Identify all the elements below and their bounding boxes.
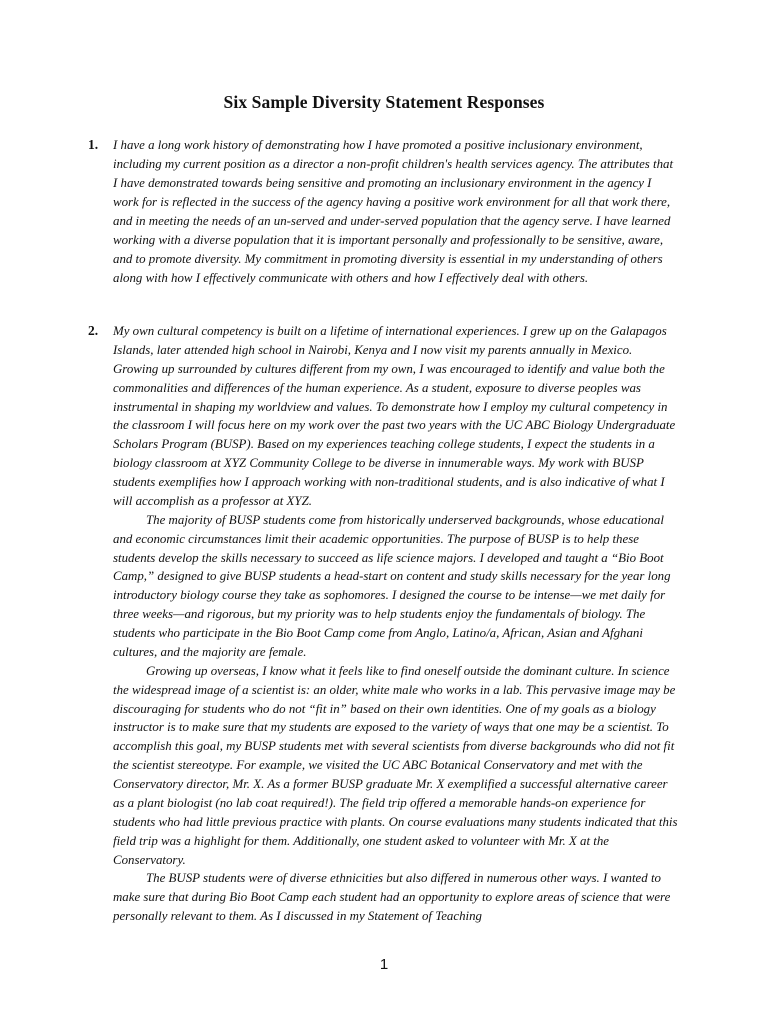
page-number: 1	[379, 956, 389, 973]
response-number: 2.	[88, 323, 99, 338]
response-paragraph: Growing up overseas, I know what it feels like to find oneself outside the dominant culture. In science the widespread image of a scientist is: an older, white male who works in a lab. This pervasive image may be discouraging for students who do not “fit in” based on their own identities. One of my goals as a biology instructor is to make sure that my students are exposed to the variety of ways that one may be a scientist. To accomplish this goal, my BUSP students met with several scientists from diverse backgrounds who did not fit the scientist stereotype. For example, we visited the UC ABC Botanical Conservatory and met with the Conservatory director, Mr. X. As a former BUSP graduate Mr. X exemplified a successful alternative career as a plant biologist (no lab coat required!). The field trip offered a memorable hands-on experience for students who had little previous practice with plants. On course evaluations many students indicated that this field trip was a highlight for them. Additionally, one student asked to volunteer with Mr. X at the Conservatory.	[113, 663, 678, 867]
response-paragraph: The majority of BUSP students come from historically underserved backgrounds, whose educational and economic circumstances limit their academic opportunities. The purpose of BUSP is to help these students develop the skills necessary to succeed as life science majors. I developed and taught a “Bio Boot Camp,” designed to give BUSP students a head-start on content and study skills necessary for the year long introductory biology course they take as sophomores. I designed the course to be intense—we met daily for three weeks—and rigorous, but my priority was to help students enjoy the fundamentals of biology. The students who participate in the Bio Boot Camp come from Anglo, Latino/a, African, Asian and Afghani cultures, and the majority are female.	[113, 512, 671, 659]
response-paragraph: The BUSP students were of diverse ethnicities but also differed in numerous other ways. I wanted to make sure that during Bio Boot Camp each student had an opportunity to explore areas of science that were personally relevant to them. As I discussed in my Statement of Teaching	[113, 871, 671, 924]
page-title: Six Sample Diversity Statement Responses	[223, 92, 545, 112]
response-paragraph: I have a long work history of demonstrating how I have promoted a positive inclusionary environment, including my current position as a director a non-profit children's health services agency. The attributes that I have demonstrated towards being sensitive and promoting an inclusionary environment in the agency I work for is reflected in the success of the agency having a positive work environment for all that work there, and in meeting the needs of an un-served and under-served population that the agency serve. I have learned working with a diverse population that it is important personally and professionally to be sensitive, aware, and to promote diversity. My commitment in promoting diversity is essential in my understanding of others along with how I effectively communicate with others and how I effectively deal with others.	[113, 138, 674, 285]
response-number: 1.	[88, 137, 99, 152]
response-paragraph: My own cultural competency is built on a lifetime of international experiences. I grew up on the Galapagos Islands, later attended high school in Nairobi, Kenya and I now visit my parents annually in Mexico. Growing up surrounded by cultures different from my own, I was encouraged to identify and value both the commonalities and differences of the human experience. As a student, exposure to diverse peoples was instrumental in shaping my worldview and values. To demonstrate how I employ my cultural competency in the classroom I will focus here on my work over the past two years with the UC ABC Biology Undergraduate Scholars Program (BUSP). Based on my experiences teaching college students, I expect the students in a biology classroom at XYZ Community College to be diverse in innumerable ways. My work with BUSP students exemplifies how I approach working with non-traditional students, and is also indicative of what I will accomplish as a professor at XYZ.	[113, 324, 676, 508]
response-body	[113, 322, 680, 926]
response-body	[113, 136, 680, 288]
